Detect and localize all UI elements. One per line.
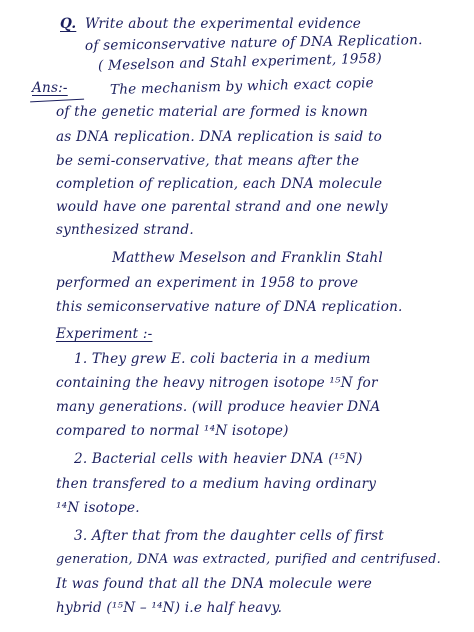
paragraph-line: this semiconservative nature of DNA replication.	[56, 299, 403, 315]
question-number: Q.	[60, 16, 77, 32]
answer-line: as DNA replication. DNA replication is said to	[56, 129, 382, 145]
experiment-step-line: containing the heavy nitrogen isotope ¹⁵N for	[56, 375, 378, 391]
answer-line: be semi-conservative, that means after the	[56, 153, 360, 169]
answer-line: of the genetic material are formed is known	[56, 104, 368, 120]
answer-line: synthesized strand.	[56, 222, 194, 238]
paragraph-line: performed an experiment in 1958 to prove	[56, 275, 359, 291]
question-line: Write about the experimental evidence	[85, 16, 362, 32]
experiment-step-line: hybrid (¹⁵N – ¹⁴N) i.e half heavy.	[56, 600, 283, 616]
experiment-step-line: then transfered to a medium having ordinary	[56, 476, 377, 492]
experiment-step-line: generation, DNA was extracted, purified and centrifused.	[56, 552, 441, 567]
question-line: of semiconservative nature of DNA Replication.	[84, 32, 423, 54]
paragraph-line: Matthew Meselson and Franklin Stahl	[112, 250, 383, 266]
experiment-step-line: 2. Bacterial cells with heavier DNA (¹⁵N)	[74, 451, 363, 467]
experiment-step-line: 1. They grew E. coli bacteria in a medium	[74, 351, 371, 367]
experiment-step-line: compared to normal ¹⁴N isotope)	[56, 423, 289, 439]
experiment-step-line: 3. After that from the daughter cells of first	[74, 528, 384, 544]
experiment-step-line: It was found that all the DNA molecule were	[56, 576, 373, 592]
experiment-step-line: ¹⁴N isotope.	[56, 500, 140, 516]
answer-line: The mechanism by which exact copie	[109, 75, 375, 98]
experiment-step-line: many generations. (will produce heavier DNA	[56, 399, 381, 415]
answer-line: completion of replication, each DNA molecule	[56, 176, 383, 192]
answer-line: would have one parental strand and one newly	[56, 199, 388, 215]
question-line: ( Meselson and Stahl experiment, 1958)	[97, 50, 383, 74]
answer-label: Ans:-	[32, 80, 68, 96]
experiment-heading: Experiment :-	[56, 326, 153, 342]
